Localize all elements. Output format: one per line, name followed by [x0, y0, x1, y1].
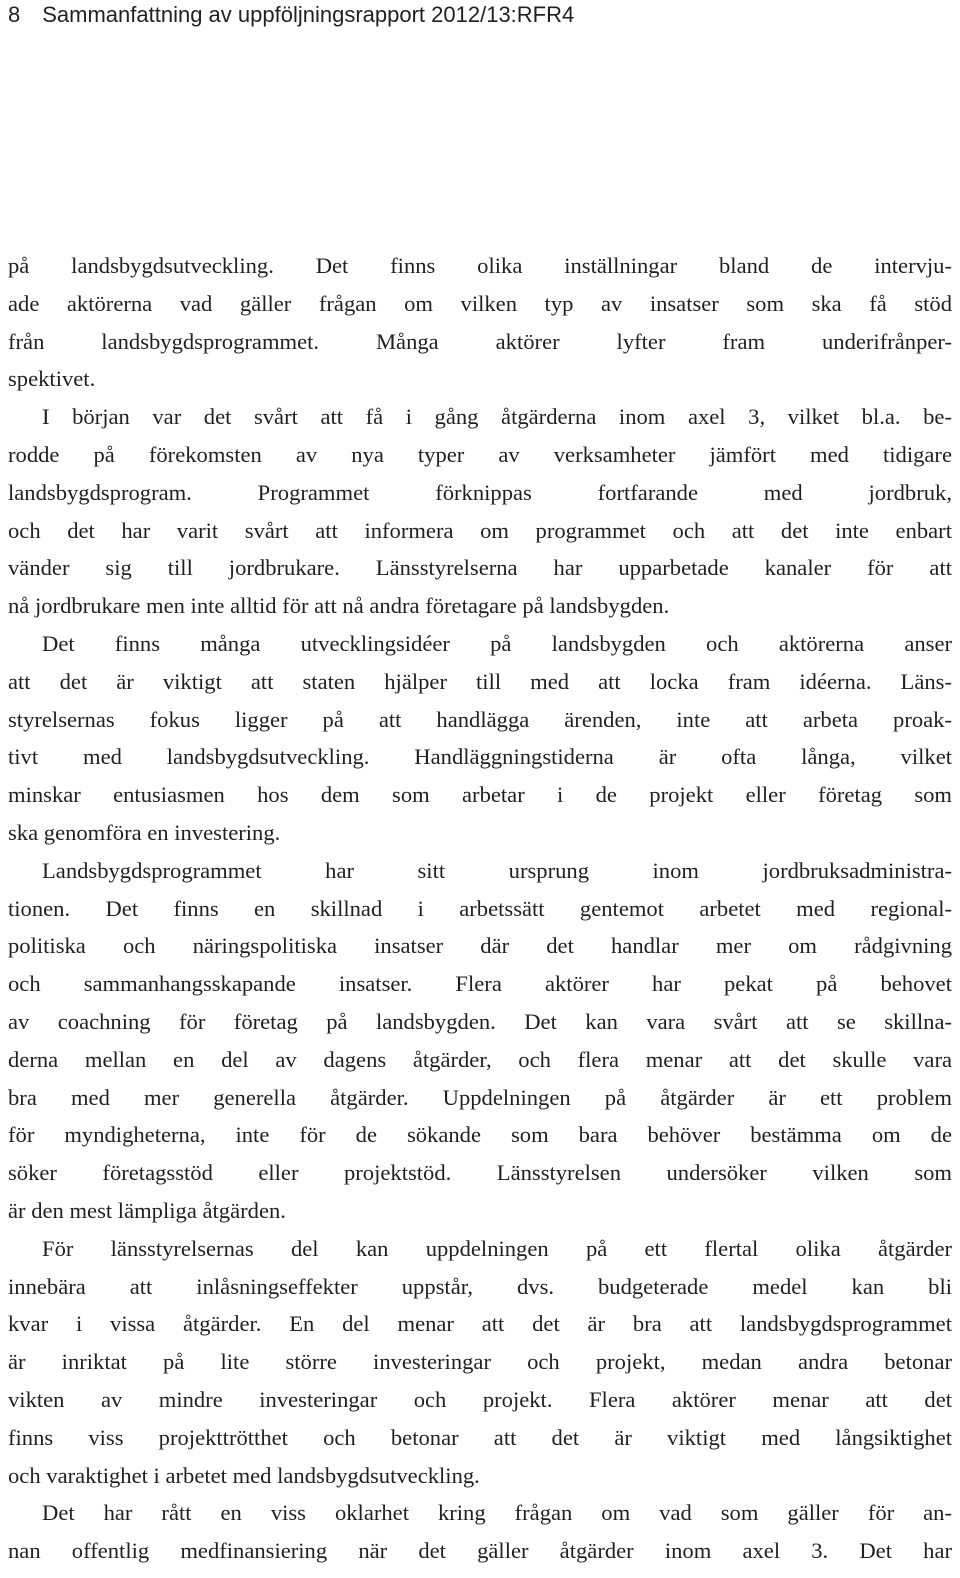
text-line: nan offentlig medfinansiering när det gäller åtgärder inom axel 3. Det har: [8, 1538, 952, 1564]
text-line: är den mest lämpliga åtgärden.: [8, 1197, 286, 1223]
text-line: att det är viktigt att staten hjälper till med att locka fram idéerna. Läns-: [8, 668, 952, 694]
text-line: derna mellan en del av dagens åtgärder, och flera menar att det skulle vara: [8, 1046, 952, 1072]
text-line: och varaktighet i arbetet med landsbygdsutveckling.: [8, 1462, 480, 1488]
paragraph: [8, 1230, 952, 1495]
text-line: och sammanhangsskapande insatser. Flera aktörer har pekat på behovet: [8, 971, 952, 997]
text-line: tivt med landsbygdsutveckling. Handläggningstiderna är ofta långa, vilket: [8, 744, 952, 770]
paragraph: [8, 398, 952, 625]
text-line: tionen. Det finns en skillnad i arbetssätt gentemot arbetet med regional-: [8, 895, 952, 921]
text-line: bra med mer generella åtgärder. Uppdelningen på åtgärder är ett problem: [8, 1084, 952, 1110]
text-line: vikten av mindre investeringar och projekt. Flera aktörer menar att det: [8, 1386, 952, 1412]
text-line: innebära att inlåsningseffekter uppstår, dvs. budgeterade medel kan bli: [8, 1273, 952, 1299]
paragraph: [8, 852, 952, 1230]
paragraph: [8, 625, 952, 852]
text-line: vänder sig till jordbrukare. Länsstyrelserna har upparbetade kanaler för att: [8, 555, 952, 581]
text-line: söker företagsstöd eller projektstöd. Länsstyrelsen undersöker vilken som: [8, 1160, 952, 1186]
text-line: från landsbygdsprogrammet. Många aktörer lyfter fram underifrånper-: [8, 328, 952, 354]
text-line: på landsbygdsutveckling. Det finns olika inställningar bland de intervju-: [8, 253, 952, 278]
text-line: finns viss projekttrötthet och betonar att det är viktigt med långsiktighet: [8, 1424, 952, 1450]
text-line: I början var det svårt att få i gång åtgärderna inom axel 3, vilket bl.a. be-: [42, 404, 952, 430]
text-line: spektivet.: [8, 366, 96, 392]
text-line: nå jordbrukare men inte alltid för att nå andra företagare på landsbygden.: [8, 593, 670, 619]
text-line: av coachning för företag på landsbygden. Det kan vara svårt att se skillna-: [8, 1008, 952, 1034]
text-line: Det har rått en viss oklarhet kring frågan om vad som gäller för an-: [42, 1500, 952, 1526]
page-number: 8: [8, 2, 21, 27]
text-line: politiska och näringspolitiska insatser där det handlar mer om rådgivning: [8, 933, 952, 959]
text-line: ska genomföra en investering.: [8, 819, 281, 845]
text-line: minskar entusiasmen hos dem som arbetar i de projekt eller företag som: [8, 782, 952, 808]
text-line: landsbygdsprogram. Programmet förknippas fortfarande med jordbruk,: [8, 479, 952, 505]
text-line: Landsbygdsprogrammet har sitt ursprung inom jordbruksadministra-: [42, 857, 952, 883]
paragraph: [8, 247, 952, 398]
text-line: Det finns många utvecklingsidéer på landsbygden och aktörerna anser: [42, 630, 952, 656]
page-header: [8, 2, 574, 32]
body-text: [8, 247, 952, 1570]
text-line: ade aktörerna vad gäller frågan om vilken typ av insatser som ska få stöd: [8, 290, 952, 316]
text-line: för myndigheterna, inte för de sökande som bara behöver bestämma om de: [8, 1122, 952, 1148]
text-line: kvar i vissa åtgärder. En del menar att det är bra att landsbygdsprogrammet: [8, 1311, 952, 1337]
running-title: Sammanfattning av uppföljningsrapport 2012/13:RFR4: [42, 2, 575, 27]
text-line: är inriktat på lite större investeringar och projekt, medan andra betonar: [8, 1349, 952, 1375]
text-line: och det har varit svårt att informera om programmet och att det inte enbart: [8, 517, 952, 543]
paragraph: [8, 1494, 952, 1570]
text-line: För länsstyrelsernas del kan uppdelningen på ett flertal olika åtgärder: [42, 1235, 952, 1261]
text-line: rodde på förekomsten av nya typer av verksamheter jämfört med tidigare: [8, 441, 952, 467]
text-line: styrelsernas fokus ligger på att handlägga ärenden, inte att arbeta proak-: [8, 706, 952, 732]
